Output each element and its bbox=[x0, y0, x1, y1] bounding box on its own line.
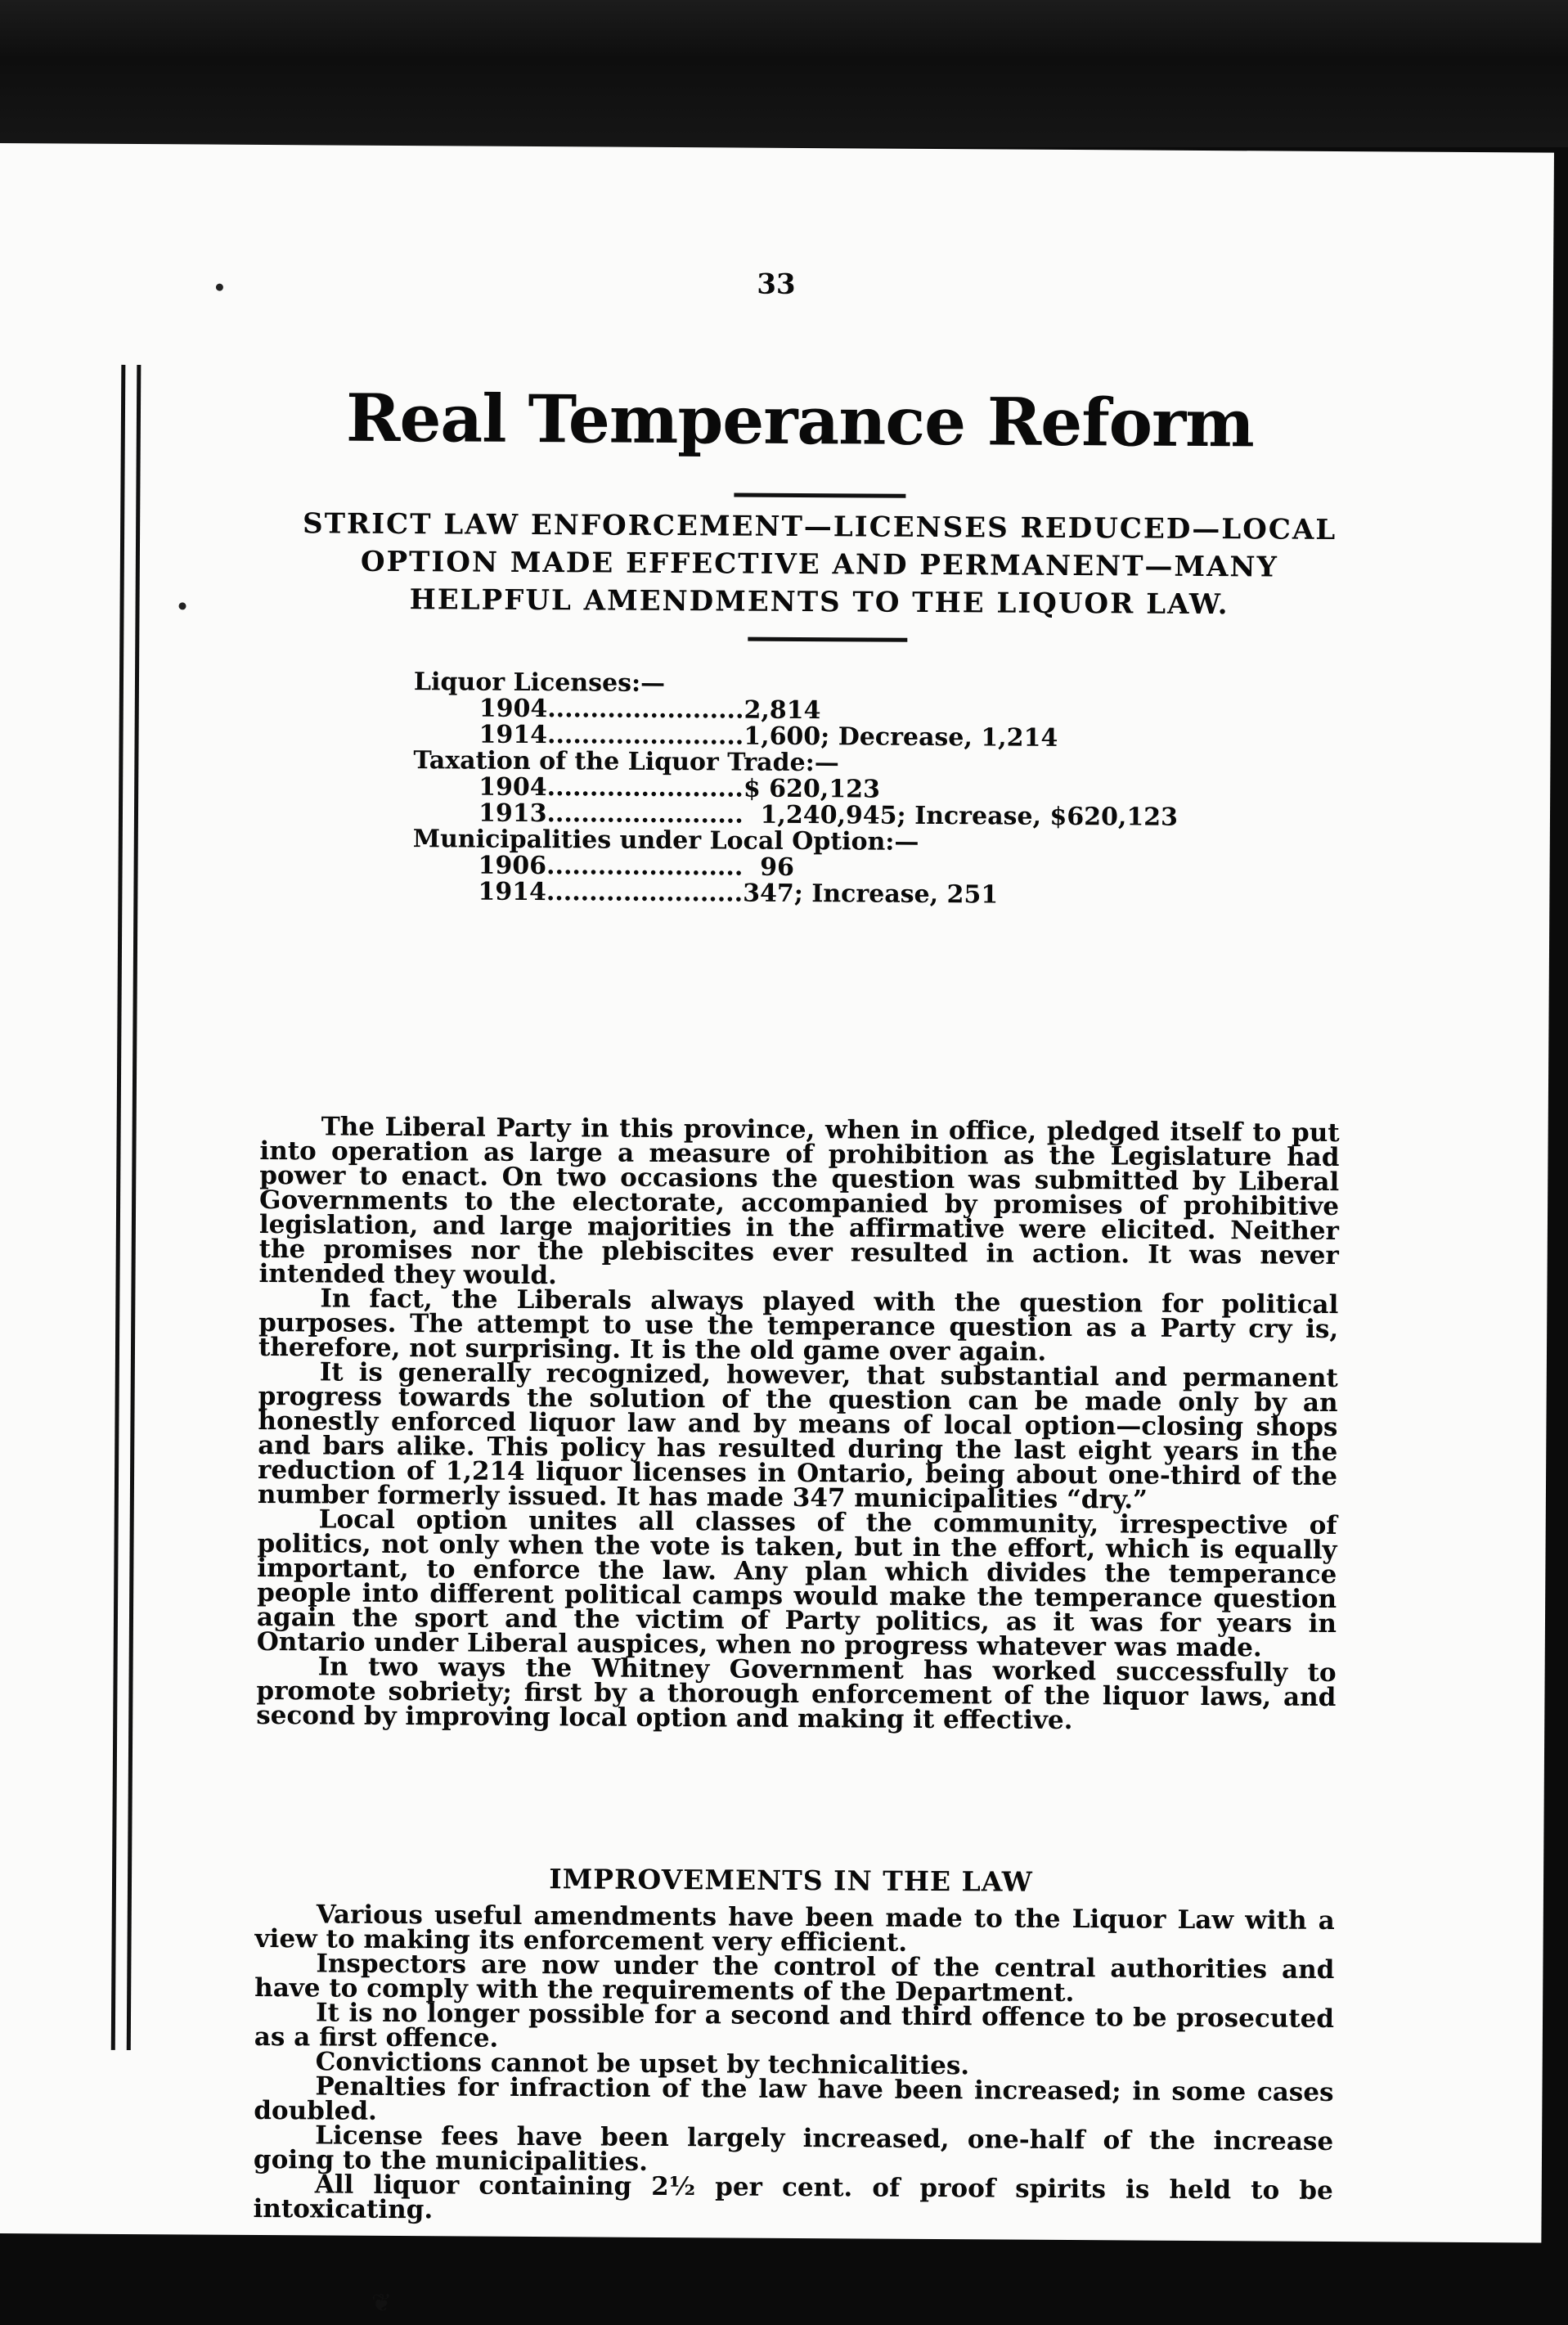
body-paragraph: It is generally recognized, however, that substantial and permanent progress towards the solution of the question can be made only by an honestly enforced liquor law and by means of local option—closing shops and bars alike. This policy has resulted during the last eight years in the reduction of 1,214 liquor licenses in Ontario, being about one-third of the number formerly issued. It has made 347 municipalities “dry.” bbox=[257, 1357, 1338, 1515]
improvement-item: License fees have been largely increased, one-half of the increase going to the municipalities. bbox=[253, 2120, 1334, 2177]
improvement-item: Various useful amendments have been made to the Liquor Law with a view to making its enforcement very efficient. bbox=[254, 1900, 1335, 1958]
stats-heading: Municipalities under Local Option:— bbox=[412, 825, 919, 857]
stats-row: 1904.......................2,814 bbox=[478, 694, 821, 726]
improvement-item: It is no longer possible for a second and third offence to be prosecuted as a first offence. bbox=[254, 1998, 1335, 2053]
stats-row: 1913....................... 1,240,945; Increase, $620,123 bbox=[478, 798, 1179, 832]
subtitle-rule bbox=[748, 637, 907, 642]
page-title: Real Temperance Reform bbox=[345, 379, 1255, 462]
improvement-item: Convictions cannot be upset by technicalities. bbox=[315, 2047, 970, 2081]
ornament-icon: ❦ bbox=[371, 2288, 393, 2318]
stray-mark bbox=[179, 602, 186, 609]
body-paragraph: In two ways the Whitney Government has worked successfully to promote sobriety; first by a thorough enforcement of the liquor laws, and second by improving local option and making it effective. bbox=[256, 1652, 1337, 1736]
scan-dark-background bbox=[0, 0, 1568, 147]
body-paragraph: In fact, the Liberals always played with the question for political purposes. The attempt to use the temperance question as a Party cry is, therefore, not surprising. It is the old game over again. bbox=[258, 1284, 1339, 1367]
book-page bbox=[0, 143, 1554, 2318]
section-heading: IMPROVEMENTS IN THE LAW bbox=[549, 1863, 1033, 1898]
binding-edge bbox=[111, 365, 142, 2050]
page-number: 33 bbox=[757, 268, 796, 301]
stats-row: 1904.......................$ 620,123 bbox=[478, 772, 881, 804]
stats-heading: Taxation of the Liquor Trade:— bbox=[413, 746, 839, 778]
improvement-item: Inspectors are now under the control of the central authorities and have to comply with the requirements of the Department. bbox=[254, 1949, 1335, 2008]
improvement-item: Penalties for infraction of the law have been increased; in some cases doubled. bbox=[254, 2071, 1334, 2126]
stats-row: 1914.......................347; Increase, 251 bbox=[478, 877, 999, 910]
statistics-block bbox=[412, 669, 1395, 911]
body-text bbox=[256, 1114, 1340, 1734]
body-paragraph: The Liberal Party in this province, when in office, pledged itself to put into operation as large a measure of prohibition as the Legislature had power to enact. On two occasions the question was submitted by Liberal Governments to the electorate, accompanied by promises of prohibitive legislation, and large majorities in the affirmative were elicited. Neither the promises nor the plebiscites ever resulted in action. It was never intended they would. bbox=[258, 1112, 1340, 1291]
improvements-list bbox=[253, 1902, 1334, 2228]
body-paragraph: Local option unites all classes of the community, irrespective of politics, not only when the vote is taken, but in the effort, which is equally important, to enforce the law. Any plan which divides the temperance people into different political camps would make the temperance question again the sport and the victim of Party politics, as it was for years in Ontario under Liberal auspices, when no progress whatever was made. bbox=[256, 1504, 1337, 1663]
improvement-item: All liquor containing 2½ per cent. of proof spirits is held to be intoxicating. bbox=[253, 2170, 1333, 2225]
stats-heading: Liquor Licenses:— bbox=[413, 668, 666, 698]
stats-row: 1906....................... 96 bbox=[478, 851, 795, 882]
title-rule bbox=[734, 492, 905, 497]
page-subtitle: STRICT LAW ENFORCEMENT—LICENSES REDUCED—LOCAL OPTION MADE EFFECTIVE AND PERMANENT—MANY HELPFUL AMENDMENTS TO THE LIQUOR LAW. bbox=[302, 507, 1337, 622]
stats-row: 1914.......................1,600; Decrease, 1,214 bbox=[478, 720, 1058, 753]
